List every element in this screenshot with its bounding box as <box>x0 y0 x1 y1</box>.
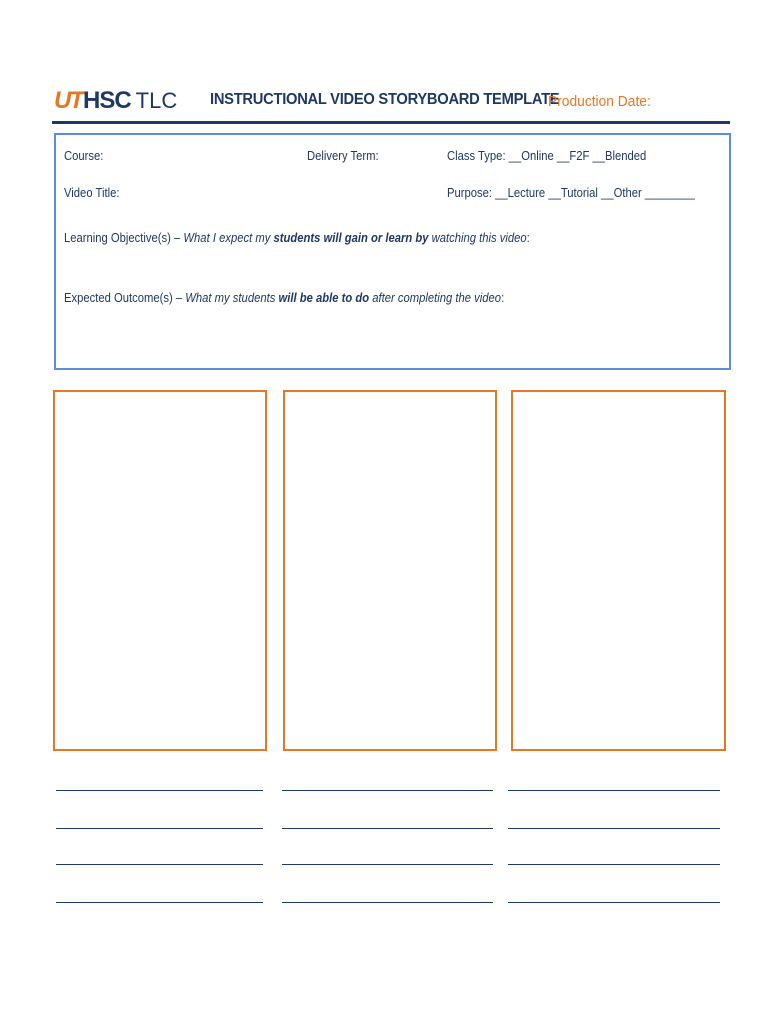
frame-3-note-line-3[interactable] <box>508 864 720 865</box>
document-title: INSTRUCTIONAL VIDEO STORYBOARD TEMPLATE <box>210 91 560 108</box>
production-date-label: Production Date: <box>548 93 651 110</box>
lo-italic-1: What I expect my <box>183 231 274 245</box>
frame-2-note-line-2[interactable] <box>282 828 493 829</box>
frame-2-note-line-3[interactable] <box>282 864 493 865</box>
lo-lead: Learning Objective(s) – <box>64 231 184 245</box>
frame-2-note-line-1[interactable] <box>282 790 493 791</box>
eo-bold: will be able to do <box>278 291 370 305</box>
frame-3-note-line-1[interactable] <box>508 790 720 791</box>
logo-ut-mark: UT <box>54 87 82 114</box>
document-header <box>52 88 732 118</box>
expected-outcomes-field[interactable] <box>64 291 504 305</box>
eo-lead: Expected Outcome(s) – <box>64 291 186 305</box>
header-rule <box>52 121 730 124</box>
lo-italic-2: watching this video <box>428 231 527 245</box>
frame-1-note-line-4[interactable] <box>56 902 263 903</box>
purpose-field[interactable]: Purpose: __Lecture __Tutorial __Other ________ <box>447 186 695 200</box>
frame-3-note-line-2[interactable] <box>508 828 720 829</box>
frame-3-note-line-4[interactable] <box>508 902 720 903</box>
logo-hsc-text: HSC <box>83 87 131 114</box>
storyboard-frame-1[interactable] <box>53 390 267 751</box>
lo-tail: : <box>526 231 530 245</box>
video-title-field[interactable]: Video Title: <box>64 186 120 200</box>
eo-tail: : <box>501 291 505 305</box>
eo-italic-2: after completing the video <box>369 291 502 305</box>
logo-tlc-text: TLC <box>135 88 178 113</box>
delivery-term-field[interactable]: Delivery Term: <box>307 149 379 163</box>
course-field[interactable]: Course: <box>64 149 104 163</box>
storyboard-frame-3[interactable] <box>511 390 726 751</box>
frame-2-note-line-4[interactable] <box>282 902 493 903</box>
frame-1-note-line-2[interactable] <box>56 828 263 829</box>
frame-1-note-line-3[interactable] <box>56 864 263 865</box>
video-info-box <box>54 133 731 370</box>
class-type-field[interactable]: Class Type: __Online __F2F __Blended <box>447 149 647 163</box>
storyboard-frame-2[interactable] <box>283 390 497 751</box>
lo-bold: students will gain or learn by <box>273 231 429 245</box>
eo-italic-1: What my students <box>185 291 279 305</box>
uthsc-tlc-logo <box>54 88 177 114</box>
learning-objectives-field[interactable] <box>64 231 530 245</box>
frame-1-note-line-1[interactable] <box>56 790 263 791</box>
